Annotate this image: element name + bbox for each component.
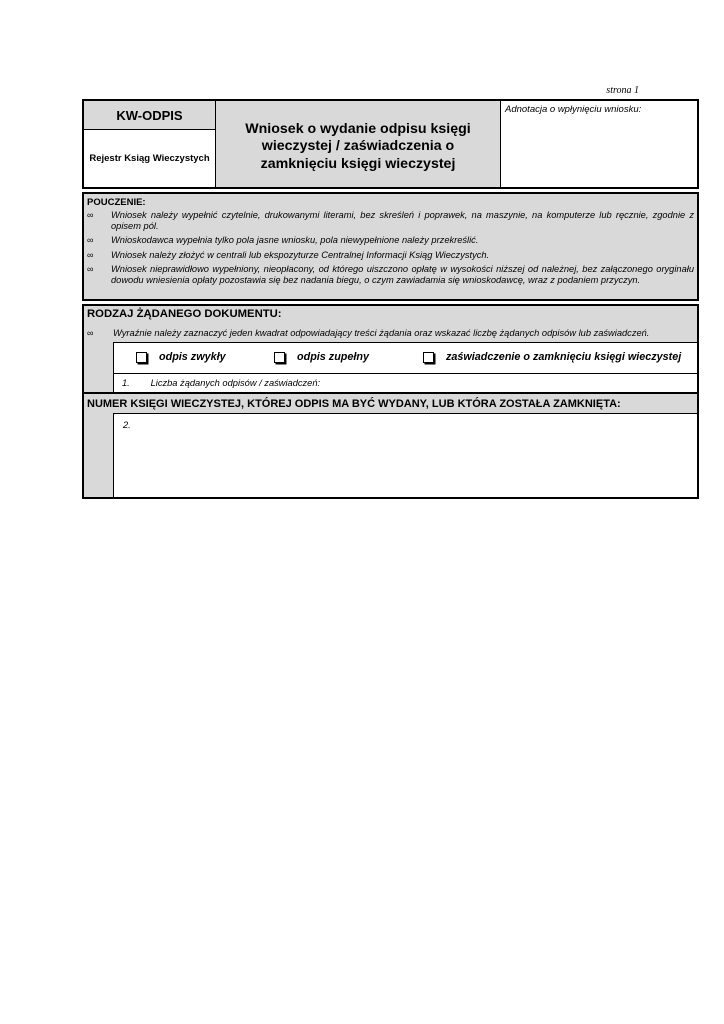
instructions-section <box>82 192 699 301</box>
instruction-text: Wnioskodawca wypełnia tylko pola jasne wniosku, pola niewypełnione należy przekreślić. <box>111 235 479 246</box>
option-label: odpis zwykły <box>159 351 226 363</box>
bullet-icon: ∞ <box>87 263 94 274</box>
form-title: Wniosek o wydanie odpisu księgi wieczystej / zaświadczenia o zamknięciu księgi wieczystej <box>216 101 501 187</box>
instructions-title: POUCZENIE: <box>87 197 146 208</box>
instruction-text: Wniosek należy wypełnić czytelnie, drukowanymi literami, bez skreśleń i poprawek, na maszynie, na komputerze lub ręcznie, zgodnie z opisem pól. <box>111 210 694 232</box>
land-register-number-title: NUMER KSIĘGI WIECZYSTEJ, KTÓREJ ODPIS MA BYĆ WYDANY, LUB KTÓRA ZOSTAŁA ZAMKNIĘTA: <box>87 398 621 410</box>
land-register-number-section <box>82 394 699 499</box>
checkbox-icon[interactable] <box>274 352 285 363</box>
checkbox-icon[interactable] <box>423 352 434 363</box>
register-name: Rejestr Ksiąg Wieczystych <box>84 130 216 187</box>
option-label: zaświadczenie o zamknięciu księgi wieczystej <box>446 351 682 363</box>
page-number: strona 1 <box>606 85 639 96</box>
document-type-section <box>82 304 699 394</box>
instruction-item <box>87 235 694 246</box>
bullet-icon: ∞ <box>87 249 94 260</box>
field-number: 1. <box>122 378 130 388</box>
document-type-options <box>114 343 697 374</box>
document-type-fields <box>113 342 697 392</box>
option-zaswiadczenie[interactable] <box>423 351 681 363</box>
instruction-item <box>87 250 694 261</box>
receipt-annotation-field[interactable]: Adnotacja o wpłynięciu wniosku: <box>501 101 697 187</box>
document-type-title: RODZAJ ŻĄDANEGO DOKUMENTU: <box>87 308 282 320</box>
instruction-item <box>87 264 694 286</box>
field-label: Liczba żądanych odpisów / zaświadczeń: <box>150 378 321 388</box>
document-type-note <box>87 328 693 338</box>
instruction-text: Wniosek nieprawidłowo wypełniony, nieopłacony, od którego uiszczono opłatę w wysokości niższej od należnej, bez załączonego oryginału dowodu wniesienia opłaty pozostawia się bez nadania biegu, o czym zawiadamia się wnioskodawcę, wraz z podaniem przyczyn. <box>111 263 694 286</box>
instruction-text: Wniosek należy złożyć w centrali lub ekspozyturze Centralnej Informacji Ksiąg Wieczystych. <box>111 249 490 260</box>
checkbox-icon[interactable] <box>136 352 147 363</box>
bullet-icon: ∞ <box>87 328 94 338</box>
form-code: KW-ODPIS <box>84 101 216 130</box>
bullet-icon: ∞ <box>87 210 94 220</box>
land-register-number-field[interactable] <box>113 413 697 497</box>
option-odpis-zwykly[interactable] <box>136 351 226 363</box>
option-label: odpis zupełny <box>297 351 369 363</box>
copies-count-field[interactable] <box>122 378 320 388</box>
document-type-note-text: Wyraźnie należy zaznaczyć jeden kwadrat odpowiadający treści żądania oraz wskazać liczbę żądanych odpisów lub zaświadczeń. <box>113 328 650 338</box>
field-number: 2. <box>123 420 131 430</box>
bullet-icon: ∞ <box>87 235 94 246</box>
form-header <box>82 99 699 189</box>
instruction-item <box>87 210 694 232</box>
option-odpis-zupelny[interactable] <box>274 351 369 363</box>
